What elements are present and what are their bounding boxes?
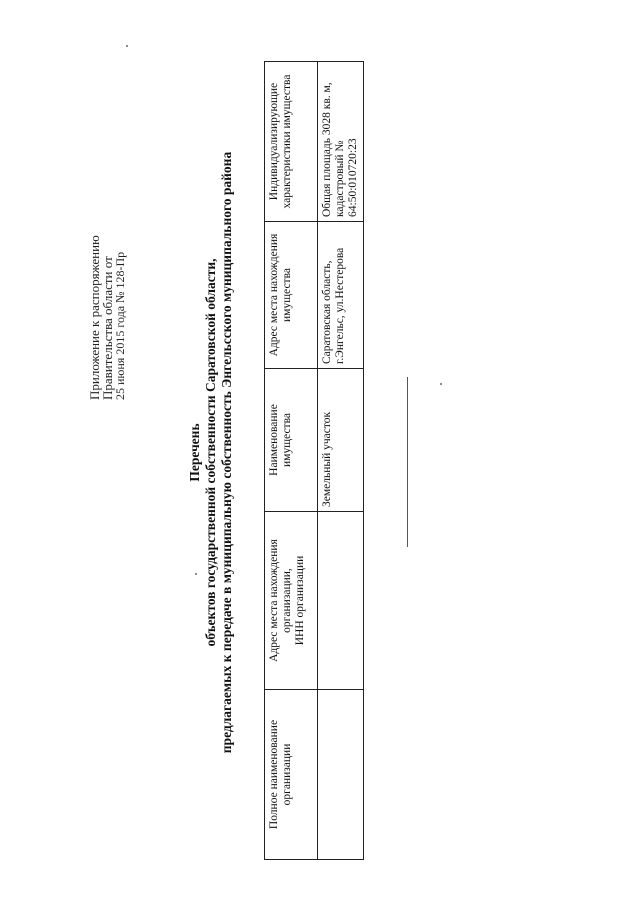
appendix-note	[88, 235, 127, 400]
appendix-line-1: Приложение к распоряжению	[87, 235, 102, 400]
appendix-line-2: Правительства области от	[100, 256, 115, 400]
closing-rule	[407, 377, 408, 547]
cell-property-name: Земельный участок	[318, 369, 364, 512]
scan-speck	[195, 573, 197, 575]
document-heading	[187, 0, 235, 905]
scan-speck	[440, 383, 442, 385]
header-org-name: Полное наименование организации	[265, 690, 318, 860]
scan-speck	[126, 45, 128, 47]
document-title: Перечень	[187, 423, 202, 482]
cell-org-name	[318, 690, 364, 860]
cell-characteristics: Общая площадь 3028 кв. м, кадастровый № 64:50:010720:23	[318, 62, 364, 222]
cell-org-address	[318, 512, 364, 690]
cell-property-address: Саратовская область, г.Энгельс, ул.Нестерова	[318, 222, 364, 369]
table-row	[318, 62, 364, 860]
document-subtitle-2: предлагаемых к передаче в муниципальную собственность Энгельсского муниципального района	[219, 151, 234, 754]
document-subtitle-1: объектов государственной собственности Саратовской области,	[203, 258, 218, 647]
property-table	[264, 61, 364, 860]
table-header-row	[265, 62, 318, 860]
header-characteristics: Индивидуализирующие характеристики имущества	[265, 62, 318, 222]
appendix-line-3: 25 июня 2015 года № 128-Пр	[113, 251, 127, 400]
header-property-address: Адрес места нахождения имущества	[265, 222, 318, 369]
header-property-name: Наименование имущества	[265, 369, 318, 512]
header-org-address: Адрес места нахождения организации, ИНН организации	[265, 512, 318, 690]
